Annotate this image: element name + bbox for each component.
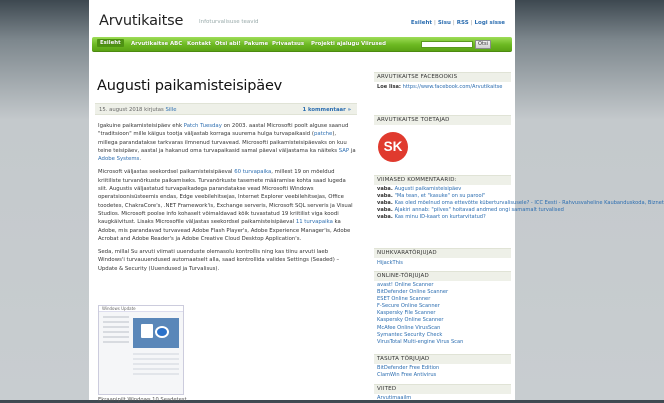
- free-antivirus-list: [377, 365, 511, 379]
- inline-link[interactable]: Patch Tuesday: [183, 123, 222, 129]
- facebook-widget-text: [377, 84, 502, 90]
- sidebar-link[interactable]: BitDefender Free Edition: [377, 365, 440, 371]
- top-links: Esileht | Sisu | RSS | Logi sisse: [410, 20, 505, 26]
- comment-post-link[interactable]: Augusti paikamisteisipäev: [394, 186, 462, 192]
- sidebar-link[interactable]: Arvutimaailm: [377, 395, 412, 401]
- top-link-home[interactable]: Esileht: [410, 20, 432, 26]
- sidebar-list-item: [377, 296, 511, 303]
- screenshot-sidebar: [103, 316, 129, 346]
- sidebar-list-item: [377, 395, 511, 402]
- search-input[interactable]: [421, 41, 473, 48]
- sidebar-list-item: [377, 365, 511, 372]
- recent-comment-item: [377, 214, 511, 221]
- text-segment: , millest 19 on mõeldud kriitiliste turvanõrkuste paikamiseks. Turvanõrkuste tasemete määramise kohta saad lugeda siit. Augustis väljastatud turvapaikadega parandatakse vead Microsofti Windows operatsioonisüsteemis endas, Edge veebilehitsejas, Internet Explorer veebilehitsejas, Office toodetes, ChakraCore's, .NET Framework'is, Exchange serveris, Microsoft SQL serveris ja Visual Studios. Microsoft poolse info kohaselt võimaldavad kõik tuvastatud 19 kriitilist viga koodi kaugkäivitust. Lisaks Microsofile väljastas seekordsel paikamisteisipäeval: [98, 169, 353, 226]
- screenshot-illustration: [133, 318, 179, 348]
- text-segment: ja: [349, 147, 356, 154]
- supporters-widget-title: ARVUTIKAITSE TOETAJAD: [374, 115, 511, 125]
- site-tagline: Infoturvalisuse teavid: [199, 19, 259, 25]
- inline-link[interactable]: patche: [313, 131, 333, 138]
- text-segment: .: [139, 156, 142, 163]
- windows-update-screenshot: [98, 305, 184, 395]
- inline-link[interactable]: 11 turvapaika: [295, 219, 333, 226]
- inline-link[interactable]: SAP: [338, 147, 350, 154]
- sidebar-list-item: [377, 260, 511, 267]
- sidebar-link[interactable]: HijackThis: [377, 260, 403, 266]
- page-wrapper: [89, 0, 664, 403]
- sidebar-list-item: [377, 317, 511, 324]
- links-widget-title: VIITED: [374, 384, 511, 394]
- online-scanners-title: ONLINE-TÕRJUJAD: [374, 271, 511, 281]
- free-antivirus-title: TASUTA TÕRJUJAD: [374, 354, 511, 364]
- paragraph-3: Seda, millal Su arvuti viimati uuenduste olemasolu kontrollis ning kas tiinu arvuti laeb Windows'i turvauuendused automaatselt alla, saad kontrollida valides Settings (Seaded) – Update & Security (Uuendused ja Turvalisus).: [98, 249, 340, 272]
- post-byline: [99, 107, 177, 113]
- post-body: [98, 122, 356, 278]
- sidebar-list-item: [377, 372, 511, 379]
- comments-link[interactable]: 1 kommentaar »: [302, 107, 351, 113]
- nav-item-help[interactable]: Otsi abi!: [215, 41, 241, 47]
- sidebar-link[interactable]: Kaspersky Online Scanner: [377, 317, 444, 324]
- inline-link[interactable]: 60 turvapaika: [234, 169, 272, 176]
- inline-link[interactable]: Adobe Systems: [98, 156, 140, 163]
- top-link-rss[interactable]: RSS: [456, 20, 469, 26]
- nav-item-offer[interactable]: Pakume: [244, 41, 269, 47]
- sidebar-link[interactable]: ESET Online Scanner: [377, 296, 431, 303]
- post-meta: [95, 103, 357, 115]
- search-button[interactable]: Otsi: [475, 40, 491, 49]
- site-title[interactable]: Arvutikaitse: [99, 13, 184, 29]
- spyware-widget-title: NUHKVARATÕRJUJAD: [374, 248, 511, 258]
- text-segment: Microsoft väljastas seekordsel paikamisteisipäeval: [98, 169, 235, 176]
- comment-author: vaba.: [377, 214, 395, 221]
- comment-post-link[interactable]: Ajakiri annab: "pilves" hoitavad andmed ongi samamalt turvalised: [394, 207, 564, 214]
- post-date: 15. august 2018: [99, 107, 143, 113]
- nav-item-home[interactable]: Esileht: [97, 39, 124, 47]
- sidebar-list-item: [377, 325, 511, 332]
- recent-comment-item: [377, 200, 664, 207]
- sidebar-list-item: [377, 310, 511, 317]
- facebook-prefix: Loe lisa:: [377, 84, 401, 90]
- site-header: [89, 0, 515, 37]
- main-nav: [92, 37, 512, 52]
- recent-comments-list: [377, 186, 664, 221]
- online-scanners-list: [377, 282, 511, 346]
- links-list: [377, 395, 511, 402]
- sidebar-link[interactable]: avast! Online Scanner: [377, 282, 434, 288]
- image-caption: Ekraanipilt Windows 10 Seadetest: [98, 397, 187, 403]
- comment-post-link[interactable]: Kas oled mõelnud oma ettevõtte küberturvalisusele? - ICC Eesti - Rahvusvaheline Kaubanduskoda, Biznet: [394, 200, 664, 207]
- comment-author: vaba.: [377, 186, 395, 192]
- nav-item-contact[interactable]: Kontakt: [187, 41, 211, 47]
- text-segment: on 2003. aastal Microsofti poolt alguse saanud "traditsioon" mille käigus tootja väljastab korraga suurema hulga turvapaikasid (: [98, 123, 349, 138]
- sidebar-link[interactable]: McAfee Online VirusScan: [377, 324, 441, 331]
- sidebar-link[interactable]: ClamWin Free Antivirus: [377, 372, 437, 379]
- post-title[interactable]: Augusti paikamisteisipäev: [97, 78, 283, 94]
- text-segment: ), millega parandatakse tarkvaras ilmnenud turvavead. Microsofti paikamisteisipäevaks on kuu teine teisipäev, aastal ja hakanud oma turvapaikasid samal päeval väljastama ka näiteks: [98, 131, 347, 154]
- screenshot-titlebar: Windows Update: [99, 306, 183, 312]
- sidebar-link[interactable]: VirusTotal Multi-engine Virus Scan: [377, 338, 464, 345]
- comment-post-link[interactable]: Kas minu ID-kaart on kurtarvitatud?: [394, 214, 486, 221]
- sidebar-link[interactable]: BitDefender Online Scanner: [377, 289, 449, 296]
- paragraph-2: [98, 168, 356, 243]
- comment-post-link[interactable]: "Ma tean, et "kasuke" on su parool": [394, 193, 486, 200]
- sidebar-link[interactable]: F-Secure Online Scanner: [377, 303, 440, 310]
- text-segment: ka Adobe, mis parandavad turvavead Adobe Flash Player's, Adobe Experience Manager'is, Adobe Acrobat and Adobe Reader's ja Adobe Creative Cloud Desktop Application's.: [98, 219, 351, 242]
- sidebar: [374, 62, 664, 401]
- spyware-list: [377, 260, 511, 267]
- sidebar-list-item: [377, 303, 511, 310]
- facebook-link[interactable]: https://www.facebook.com/Arvutikaitse: [402, 84, 503, 90]
- sidebar-link[interactable]: Kaspersky File Scanner: [377, 310, 436, 317]
- recent-comment-item: [377, 207, 564, 214]
- nav-item-viruses[interactable]: Viirused: [361, 41, 386, 47]
- comment-author: vaba.: [377, 200, 395, 207]
- facebook-widget-title: ARVUTIKAITSE FACEBOOKIS: [374, 72, 511, 82]
- sidebar-list-item: [377, 282, 511, 289]
- post-author[interactable]: Sille: [165, 107, 177, 113]
- main-content: [93, 62, 369, 403]
- paragraph-1: [98, 122, 356, 163]
- sidebar-link[interactable]: Symantec Security Check: [377, 331, 443, 338]
- top-link-content[interactable]: Sisu: [437, 20, 451, 26]
- byline-prefix: kirjutas: [144, 107, 164, 113]
- sidebar-list-item: [377, 332, 511, 339]
- sk-logo[interactable]: SK: [378, 132, 408, 162]
- nav-item-abc[interactable]: Arvutikaitse ABC: [131, 41, 183, 47]
- comment-author: vaba.: [377, 207, 395, 214]
- recent-comment-item: [377, 186, 511, 193]
- nav-item-history[interactable]: Projekti ajalugu: [311, 41, 360, 47]
- screenshot-text-lines: [133, 353, 179, 378]
- nav-item-privacy[interactable]: Privaatsus: [272, 41, 305, 47]
- comment-author: vaba.: [377, 193, 395, 200]
- top-link-login[interactable]: Logi sisse: [474, 20, 505, 26]
- recent-comments-title: VIIMASED KOMMENTAARID:: [374, 175, 511, 185]
- recent-comment-item: [377, 193, 511, 200]
- text-segment: Igakuine paikamisteisipäev ehk: [98, 123, 184, 129]
- sidebar-list-item: [377, 289, 511, 296]
- sidebar-list-item: [377, 339, 511, 346]
